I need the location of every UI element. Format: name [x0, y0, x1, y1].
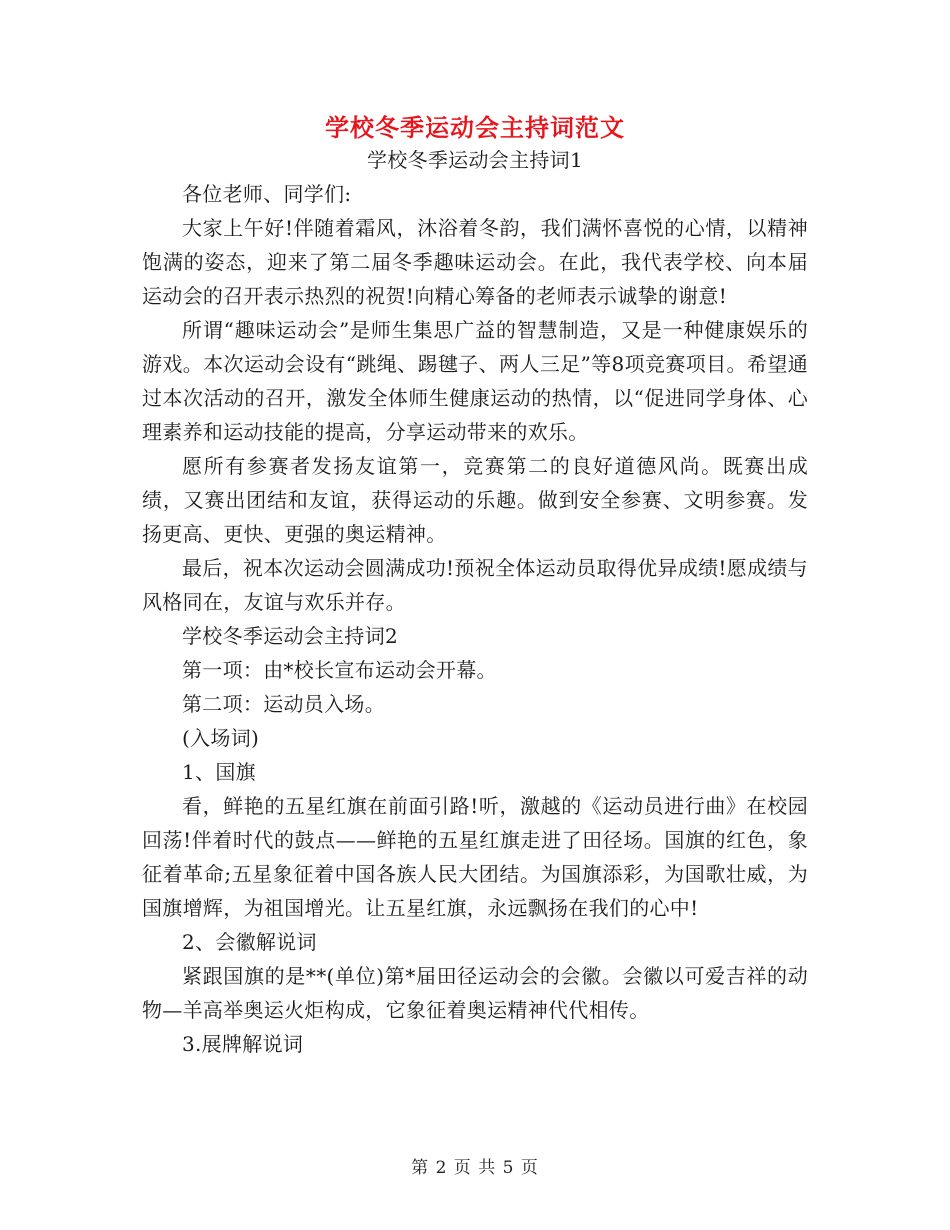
subheading-flag: 1、国旗	[182, 760, 256, 784]
subheading-emblem: 2、会徽解说词	[182, 930, 317, 954]
paragraph-wishes: 愿所有参赛者发扬友谊第一，竞赛第二的良好道德风尚。既赛出成绩，又赛出团结和友谊，获得运动的乐趣。做到安全参赛、文明参赛。发扬更高、更快、更强的奥运精神。	[142, 454, 808, 546]
page-number-footer: 第 2 页 共 5 页	[411, 1158, 539, 1178]
paragraph-intro: 所谓“趣味运动会”是师生集思广益的智慧制造，又是一种健康娱乐的游戏。本次运动会设有“跳绳、踢毽子、两人三足”等8项竞赛项目。希望通过本次活动的召开，激发全体师生健康运动的热情，以“促进同学身体、心理素养和运动技能的提高，分享运动带来的欢乐。	[142, 318, 808, 444]
document-title: 学校冬季运动会主持词范文	[325, 113, 625, 142]
section-heading-1: 学校冬季运动会主持词1	[366, 148, 584, 172]
agenda-item-2: 第二项：运动员入场。	[182, 692, 385, 716]
paragraph-closing: 最后，祝本次运动会圆满成功!预祝全体运动员取得优异成绩!愿成绩与风格同在，友谊与欢乐并存。	[142, 556, 808, 614]
agenda-item-1: 第一项：由*校长宣布运动会开幕。	[182, 658, 497, 682]
paragraph-emblem: 紧跟国旗的是**(单位)第*届田径运动会的会徽。会徽以可爱吉祥的动物—羊高举奥运火炬构成，它象征着奥运精神代代相传。	[142, 964, 808, 1022]
entrance-note: (入场词)	[182, 726, 260, 750]
paragraph-greeting: 大家上午好!伴随着霜风，沐浴着冬韵，我们满怀喜悦的心情，以精神饱满的姿态，迎来了第二届冬季趣味运动会。在此，我代表学校、向本届运动会的召开表示热烈的祝贺!向精心筹备的老师表示诚挚的谢意!	[142, 216, 808, 308]
document-body	[142, 143, 808, 1061]
salutation: 各位老师、同学们:	[182, 182, 352, 206]
subheading-display-board: 3.展牌解说词	[182, 1032, 304, 1056]
paragraph-flag: 看，鲜艳的五星红旗在前面引路!听，激越的《运动员进行曲》在校园回荡!伴着时代的鼓点——鲜艳的五星红旗走进了田径场。国旗的红色，象征着革命;五星象征着中国各族人民大团结。为国旗添彩，为国歌壮威，为国旗增辉，为祖国增光。让五星红旗，永远飘扬在我们的心中!	[142, 794, 808, 920]
section-heading-2: 学校冬季运动会主持词2	[182, 624, 399, 648]
